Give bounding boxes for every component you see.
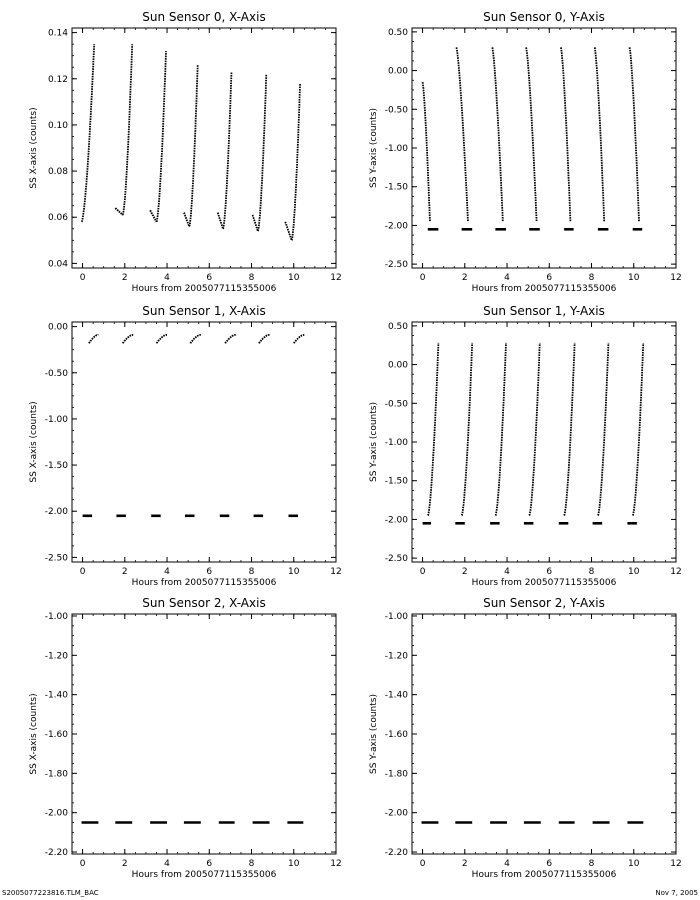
- x-tick-label: 8: [248, 567, 255, 577]
- y-tick-label: -1.50: [44, 461, 68, 472]
- y-tick-label: -2.00: [384, 515, 408, 526]
- data-segment: [529, 343, 540, 516]
- y-axis-label: SS Y-axis (counts): [369, 694, 379, 774]
- x-tick-label: 6: [206, 567, 213, 577]
- y-tick-label: 0.06: [47, 213, 68, 224]
- x-tick-label: 0: [419, 273, 426, 283]
- data-segment: [495, 343, 506, 516]
- y-tick-label: -1.50: [384, 476, 408, 487]
- x-tick-label: 0: [79, 273, 86, 283]
- x-tick-label: 8: [588, 273, 595, 283]
- chart-title: Sun Sensor 0, Y-Axis: [483, 10, 605, 24]
- x-axis-label: Hours from 2005077115355006: [471, 870, 617, 880]
- y-tick-label: -1.50: [384, 182, 408, 193]
- x-tick-label: 0: [79, 567, 86, 577]
- data-segment: [595, 47, 605, 221]
- data-segment: [157, 51, 167, 222]
- x-axis-label: Hours from 2005077115355006: [131, 578, 277, 588]
- y-tick-label: -1.60: [44, 730, 68, 740]
- data-segment: [223, 72, 232, 229]
- x-tick-label: 4: [504, 273, 510, 283]
- y-tick-label: -1.00: [384, 438, 408, 448]
- chart-title: Sun Sensor 2, X-Axis: [142, 596, 266, 610]
- y-tick-label: -1.40: [44, 690, 68, 701]
- y-axis-label: SS X-axis (counts): [29, 693, 39, 775]
- data-segment: [253, 215, 258, 231]
- x-tick-label: 10: [288, 859, 300, 869]
- x-tick-label: 2: [461, 567, 468, 577]
- y-tick-label: 0.08: [47, 167, 68, 178]
- data-segment: [150, 210, 156, 222]
- data-segment: [630, 47, 640, 221]
- data-segment: [82, 44, 95, 222]
- data-segment: [225, 335, 236, 343]
- data-series-0: [83, 335, 305, 516]
- data-segment: [598, 343, 609, 516]
- y-tick-label: -2.20: [44, 848, 68, 859]
- y-tick-label: -1.00: [384, 144, 408, 154]
- data-segment: [157, 335, 168, 343]
- x-tick-label: 12: [670, 567, 682, 577]
- data-segment: [285, 222, 291, 241]
- y-tick-label: -2.50: [384, 260, 408, 271]
- plot-frame: [72, 614, 336, 854]
- data-series-0: [423, 343, 644, 523]
- y-axis-label: SS Y-axis (counts): [369, 402, 379, 482]
- chart-panel-5: [369, 596, 682, 880]
- data-segment: [89, 335, 99, 343]
- y-tick-label: -1.80: [44, 769, 68, 780]
- x-tick-label: 12: [330, 273, 342, 283]
- y-tick-label: -1.80: [384, 769, 408, 780]
- footer-date: Nov 7, 2005: [655, 889, 698, 897]
- plot-frame: [412, 322, 676, 562]
- y-tick-label: -2.00: [44, 507, 68, 518]
- x-tick-label: 12: [330, 567, 342, 577]
- x-axis-label: Hours from 2005077115355006: [471, 578, 617, 588]
- y-tick-label: 0.00: [387, 360, 408, 371]
- x-axis-label: Hours from 2005077115355006: [131, 870, 277, 880]
- x-tick-label: 6: [546, 859, 553, 869]
- x-tick-label: 8: [248, 859, 255, 869]
- chart-panel-1: [369, 10, 682, 294]
- plot-frame: [72, 28, 336, 268]
- y-tick-label: -0.50: [384, 399, 408, 410]
- y-tick-label: -1.20: [384, 651, 408, 662]
- y-tick-label: 0.00: [47, 322, 68, 333]
- x-tick-label: 6: [206, 859, 213, 869]
- data-segment: [292, 83, 301, 240]
- chart-title: Sun Sensor 0, X-Axis: [142, 10, 266, 24]
- data-segment: [115, 208, 122, 215]
- x-tick-label: 0: [419, 859, 426, 869]
- y-tick-label: -1.40: [384, 690, 408, 701]
- x-tick-label: 10: [628, 273, 640, 283]
- y-tick-label: 0.50: [387, 321, 408, 332]
- y-axis-label: SS X-axis (counts): [29, 401, 39, 483]
- data-segment: [564, 343, 575, 516]
- data-segment: [123, 335, 134, 343]
- x-tick-label: 8: [588, 859, 595, 869]
- plot-frame: [72, 322, 336, 562]
- chart-title: Sun Sensor 1, X-Axis: [142, 304, 266, 318]
- y-axis-label: SS X-axis (counts): [29, 107, 39, 189]
- x-tick-label: 6: [206, 273, 213, 283]
- y-tick-label: -2.00: [384, 808, 408, 819]
- chart-panel-0: [29, 10, 342, 294]
- chart-panel-2: [29, 304, 342, 588]
- x-tick-label: 2: [461, 859, 468, 869]
- y-tick-label: -2.50: [44, 553, 68, 564]
- x-tick-label: 8: [588, 567, 595, 577]
- y-axis-label: SS Y-axis (counts): [369, 108, 379, 188]
- data-segment: [561, 47, 571, 221]
- x-tick-label: 10: [288, 273, 300, 283]
- x-tick-label: 2: [461, 273, 468, 283]
- x-tick-label: 12: [670, 859, 682, 869]
- x-tick-label: 12: [330, 859, 342, 869]
- y-tick-label: -0.50: [384, 105, 408, 116]
- data-segment: [428, 343, 439, 516]
- x-tick-label: 8: [248, 273, 255, 283]
- x-tick-label: 12: [670, 273, 682, 283]
- data-series-0: [423, 47, 643, 229]
- y-tick-label: -1.00: [384, 611, 408, 622]
- chart-panel-3: [369, 304, 682, 588]
- x-tick-label: 4: [504, 567, 510, 577]
- y-tick-label: -1.20: [44, 651, 68, 662]
- data-segment: [456, 47, 468, 221]
- data-segment: [526, 47, 537, 221]
- plot-frame: [412, 614, 676, 854]
- data-segment: [123, 44, 133, 215]
- x-axis-label: Hours from 2005077115355006: [471, 284, 617, 294]
- x-tick-label: 2: [121, 273, 128, 283]
- x-tick-label: 0: [79, 859, 86, 869]
- y-tick-label: -2.20: [384, 848, 408, 859]
- x-tick-label: 6: [546, 567, 553, 577]
- x-tick-label: 10: [288, 567, 300, 577]
- x-tick-label: 4: [504, 859, 510, 869]
- chart-panel-4: [29, 596, 342, 880]
- data-segment: [423, 82, 430, 221]
- x-tick-label: 4: [164, 859, 170, 869]
- x-tick-label: 10: [628, 567, 640, 577]
- data-segment: [258, 74, 266, 231]
- data-segment: [218, 213, 223, 229]
- x-axis-label: Hours from 2005077115355006: [131, 284, 277, 294]
- data-segment: [633, 343, 644, 516]
- y-tick-label: 0.50: [387, 27, 408, 38]
- data-segment: [259, 335, 270, 343]
- y-tick-label: -2.00: [384, 221, 408, 232]
- x-tick-label: 0: [419, 567, 426, 577]
- y-tick-label: -2.50: [384, 554, 408, 565]
- data-series-0: [82, 44, 301, 240]
- y-tick-label: 0.14: [47, 28, 68, 39]
- data-segment: [189, 65, 198, 227]
- x-tick-label: 4: [164, 567, 170, 577]
- x-tick-label: 10: [628, 859, 640, 869]
- y-tick-label: -1.00: [44, 414, 68, 425]
- chart-title: Sun Sensor 2, Y-Axis: [483, 596, 605, 610]
- data-segment: [184, 213, 189, 227]
- x-tick-label: 6: [546, 273, 553, 283]
- x-tick-label: 4: [164, 273, 170, 283]
- footer-source-file: S2005077223816.TLM_BAC: [2, 889, 99, 897]
- y-tick-label: -2.00: [44, 808, 68, 819]
- x-tick-label: 2: [121, 859, 128, 869]
- data-segment: [294, 335, 305, 343]
- data-segment: [190, 335, 201, 343]
- y-tick-label: -1.00: [44, 611, 68, 622]
- y-tick-label: -0.50: [44, 368, 68, 379]
- data-segment: [462, 343, 473, 516]
- y-tick-label: 0.04: [47, 259, 68, 270]
- y-tick-label: -1.60: [384, 730, 408, 740]
- y-tick-label: 0.00: [387, 66, 408, 77]
- y-tick-label: 0.12: [47, 74, 68, 85]
- chart-title: Sun Sensor 1, Y-Axis: [483, 304, 605, 318]
- x-tick-label: 2: [121, 567, 128, 577]
- data-segment: [492, 47, 503, 221]
- y-tick-label: 0.10: [47, 120, 68, 131]
